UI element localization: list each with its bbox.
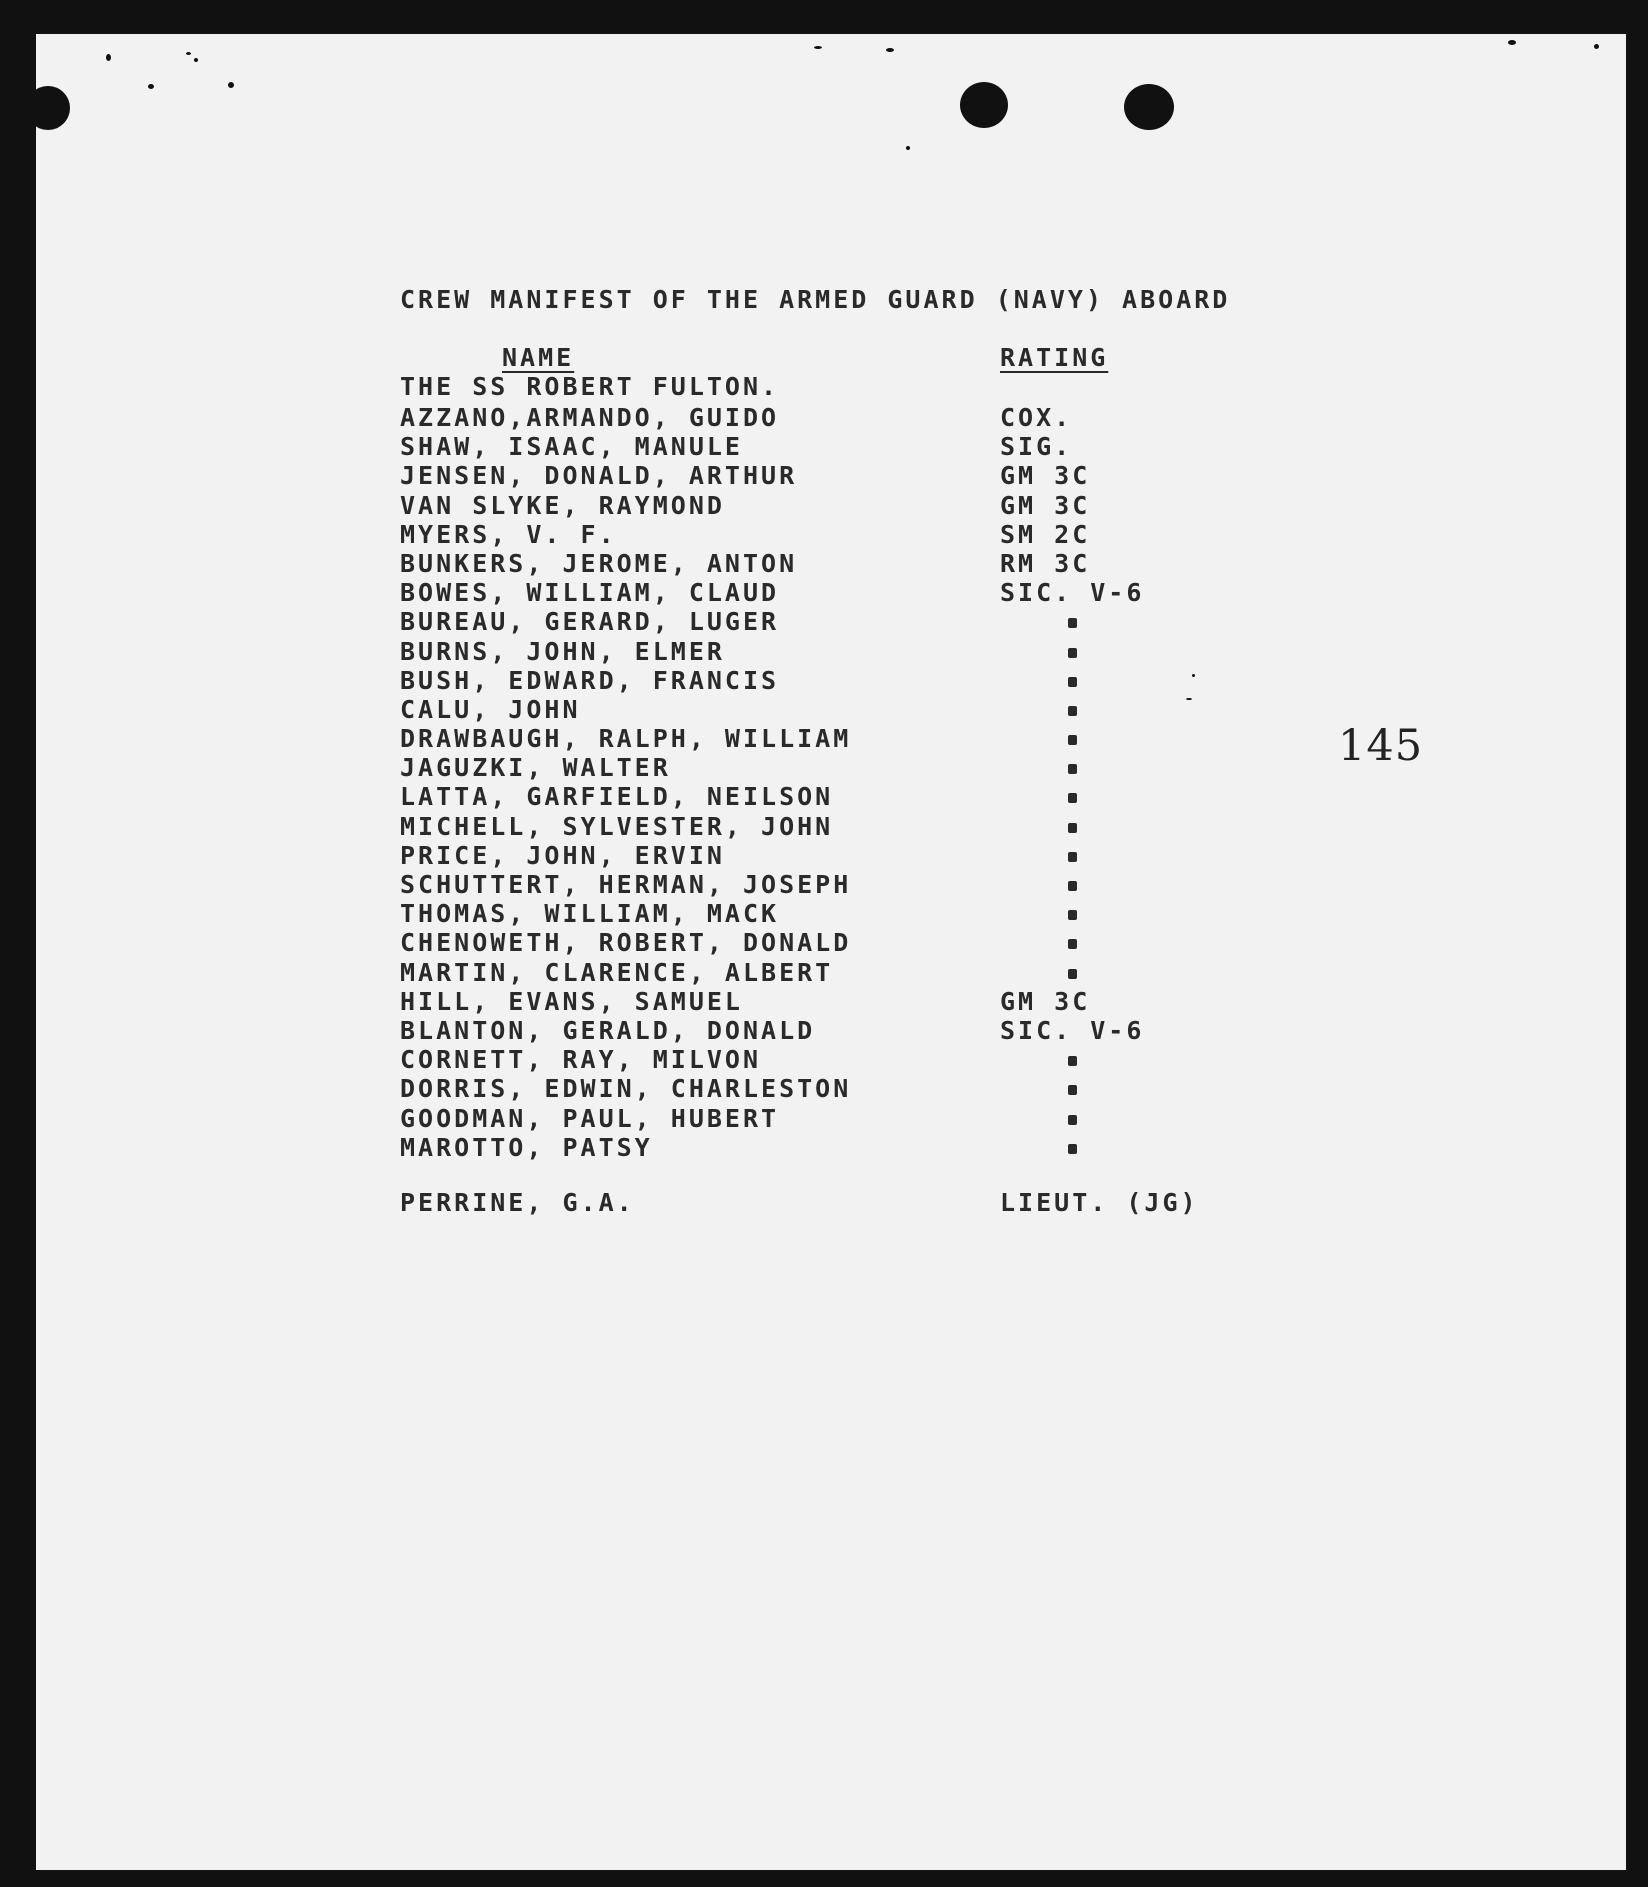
crew-name: SHAW, ISAAC, MANULE xyxy=(400,432,743,462)
crew-rating: GM 3C xyxy=(1000,986,1091,1016)
crew-rating: SM 2C xyxy=(1000,519,1091,549)
speck xyxy=(1508,40,1516,45)
punch-hole-right xyxy=(1124,84,1174,130)
ditto-mark xyxy=(1000,1133,1144,1162)
crew-ratings-column xyxy=(1000,403,1144,1162)
ditto-mark xyxy=(1000,724,1144,753)
crew-name: JAGUZKI, WALTER xyxy=(400,753,671,783)
crew-rating: SIG. xyxy=(1000,432,1073,462)
crew-name: CHENOWETH, ROBERT, DONALD xyxy=(400,928,852,958)
speck xyxy=(1594,44,1599,49)
ditto-mark xyxy=(1000,607,1144,636)
ditto-mark xyxy=(1000,1074,1144,1103)
ditto-mark xyxy=(1000,899,1144,928)
crew-name: AZZANO,ARMANDO, GUIDO xyxy=(400,403,780,432)
speck xyxy=(1192,674,1195,677)
crew-name: GOODMAN, PAUL, HUBERT xyxy=(400,1103,780,1133)
speck xyxy=(148,84,154,89)
crew-name: BLANTON, GERALD, DONALD xyxy=(400,1015,816,1045)
crew-name: VAN SLYKE, RAYMOND xyxy=(400,490,725,520)
ditto-mark xyxy=(1000,870,1144,899)
crew-name: SCHUTTERT, HERMAN, JOSEPH xyxy=(400,870,852,899)
ditto-mark xyxy=(1000,637,1144,666)
ditto-mark xyxy=(1000,1104,1144,1133)
crew-rating: COX. xyxy=(1000,403,1073,432)
crew-name: MICHELL, SYLVESTER, JOHN xyxy=(400,811,834,841)
title-line-1: CREW MANIFEST OF THE ARMED GUARD (NAVY) ABOARD xyxy=(400,285,1231,314)
crew-name: BURNS, JOHN, ELMER xyxy=(400,636,725,666)
speck xyxy=(886,48,894,52)
page-number: 145 xyxy=(1338,721,1424,771)
crew-name: BUSH, EDWARD, FRANCIS xyxy=(400,665,780,695)
crew-name: BOWES, WILLIAM, CLAUD xyxy=(400,578,780,608)
crew-name: MARTIN, CLARENCE, ALBERT xyxy=(400,957,834,987)
ditto-mark xyxy=(1000,782,1144,811)
crew-rating: GM 3C xyxy=(1000,461,1091,491)
ditto-mark xyxy=(1000,753,1144,782)
speck xyxy=(106,54,111,61)
ditto-mark xyxy=(1000,958,1144,987)
speck xyxy=(1186,698,1192,700)
crew-name: JENSEN, DONALD, ARTHUR xyxy=(400,461,798,491)
signatory-rating: LIEUT. (JG) xyxy=(1000,1188,1199,1217)
ditto-mark xyxy=(1000,841,1144,870)
crew-name: CORNETT, RAY, MILVON xyxy=(400,1045,762,1075)
crew-name: MYERS, V. F. xyxy=(400,519,617,549)
paper-sheet xyxy=(36,34,1626,1870)
punch-hole-center xyxy=(960,82,1008,128)
crew-name: THOMAS, WILLIAM, MACK xyxy=(400,899,780,929)
crew-rating: SIC. V-6 xyxy=(1000,1015,1145,1045)
crew-name: HILL, EVANS, SAMUEL xyxy=(400,986,743,1016)
speck xyxy=(186,52,191,55)
column-header-rating: RATING xyxy=(1000,343,1109,372)
speck xyxy=(228,82,234,88)
crew-name: CALU, JOHN xyxy=(400,694,581,724)
crew-name: LATTA, GARFIELD, NEILSON xyxy=(400,782,834,812)
crew-rating: GM 3C xyxy=(1000,490,1091,520)
signatory-name: PERRINE, G.A. xyxy=(400,1188,635,1217)
crew-name: DORRIS, EDWIN, CHARLESTON xyxy=(400,1074,852,1104)
speck xyxy=(906,146,910,150)
punch-hole-left xyxy=(26,86,70,130)
ditto-mark xyxy=(1000,695,1144,724)
ditto-mark xyxy=(1000,1045,1144,1074)
column-header-name: NAME xyxy=(502,343,575,372)
crew-name: MAROTTO, PATSY xyxy=(400,1132,653,1162)
crew-name: DRAWBAUGH, RALPH, WILLIAM xyxy=(400,724,852,754)
crew-rating: RM 3C xyxy=(1000,548,1091,578)
crew-name: BUREAU, GERARD, LUGER xyxy=(400,607,780,637)
ditto-mark xyxy=(1000,928,1144,957)
ditto-mark xyxy=(1000,812,1144,841)
crew-rating: SIC. V-6 xyxy=(1000,578,1145,608)
speck xyxy=(194,58,198,62)
ditto-mark xyxy=(1000,666,1144,695)
crew-name: BUNKERS, JEROME, ANTON xyxy=(400,548,798,578)
crew-names-column xyxy=(400,403,851,1162)
speck xyxy=(814,46,822,49)
title-line-2: THE SS ROBERT FULTON. xyxy=(400,372,780,401)
crew-name: PRICE, JOHN, ERVIN xyxy=(400,840,725,870)
